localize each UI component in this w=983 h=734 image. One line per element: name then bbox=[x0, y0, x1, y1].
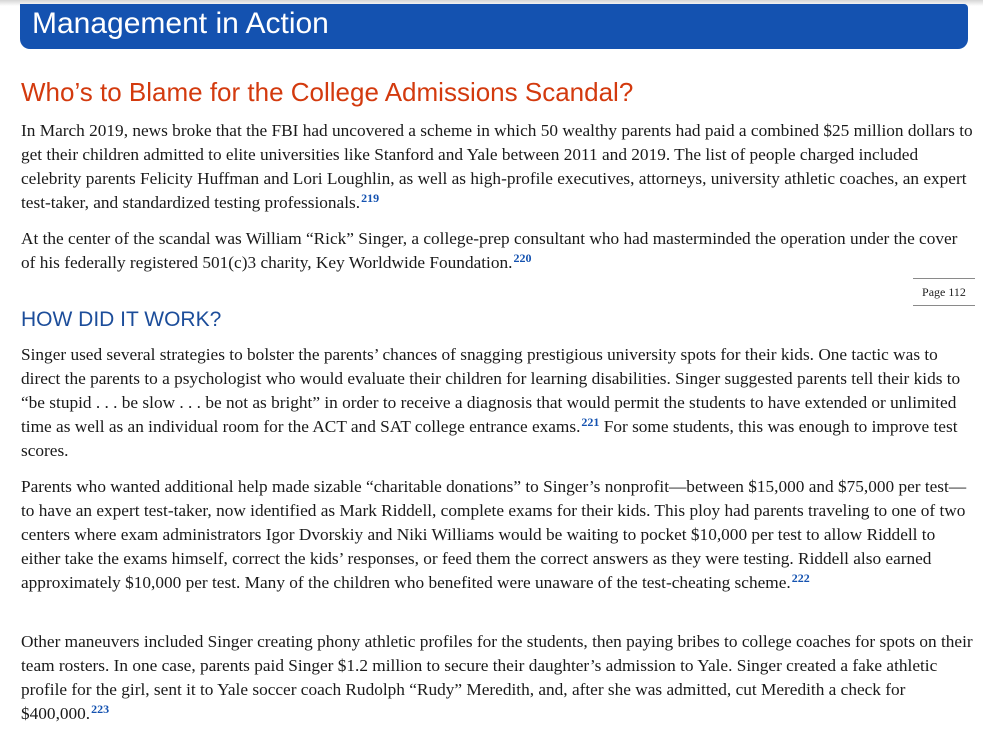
paragraph-strategies bbox=[21, 343, 973, 463]
paragraph-text: Parents who wanted additional help made sizable “charitable donations” to Singer’s nonprofit—between $15,000 and $75,000 per test—to have an expert test-taker, now identified as Mark Riddell, complete exams for their kids. This ploy had parents traveling to one of two centers where exam administrators Igor Dvorskiy and Niki Williams would be waiting to pocket $10,000 per test to allow Riddell to either take the exams himself, correct the kids’ responses, or feed them the correct answers as they were testing. Riddell also earned approximately $10,000 per test. Many of the children who benefited were unaware of the test-cheating scheme. bbox=[21, 477, 967, 592]
paragraph-singer bbox=[21, 227, 973, 275]
paragraph-text: In March 2019, news broke that the FBI had uncovered a scheme in which 50 wealthy parents had paid a combined $25 million dollars to get their children admitted to elite universities like Stanford and Yale between 2011 and 2019. The list of people charged included celebrity parents Felicity Huffman and Lori Loughlin, as well as high-profile executives, attorneys, university athletic coaches, an expert test-taker, and standardized testing professionals. bbox=[21, 121, 973, 212]
footnote-link-219[interactable]: 219 bbox=[361, 191, 380, 205]
footnote-link-221[interactable]: 221 bbox=[581, 415, 600, 429]
paragraph-intro bbox=[21, 119, 973, 215]
banner-title: Management in Action bbox=[32, 7, 329, 40]
footnote-link-223[interactable]: 223 bbox=[91, 702, 110, 716]
section-heading: HOW DID IT WORK? bbox=[21, 308, 222, 331]
paragraph-test-taker bbox=[21, 475, 973, 595]
paragraph-text: Singer used several strategies to bolster the parents’ chances of snagging prestigious university spots for their kids. One tactic was to direct the parents to a psychologist who would evaluate their children for learning disabilities. Singer suggested parents tell their kids to “be stupid . . . be slow . . . be not as bright” in order to receive a diagnosis that would permit the students to have extended or unlimited time as well as an individual room for the ACT and SAT college entrance exams. bbox=[21, 345, 961, 436]
feature-banner bbox=[20, 4, 968, 49]
paragraph-text: Other maneuvers included Singer creating phony athletic profiles for the students, then paying bribes to college coaches for spots on their team rosters. In one case, parents paid Singer $1.2 million to secure their daughter’s admission to Yale. Singer created a fake athletic profile for the girl, sent it to Yale soccer coach Rudolph “Rudy” Meredith, and, after she was admitted, cut Meredith a check for $400,000. bbox=[21, 632, 973, 723]
footnote-link-220[interactable]: 220 bbox=[513, 251, 532, 265]
paragraph-text-continued: For some students, this was enough to improve test scores. bbox=[21, 417, 958, 460]
page-marker: Page 112 bbox=[913, 278, 975, 306]
paragraph-text: At the center of the scandal was William “Rick” Singer, a college-prep consultant who had masterminded the operation under the cover of his federally registered 501(c)3 charity, Key Worldwide Foundation. bbox=[21, 229, 958, 272]
footnote-link-222[interactable]: 222 bbox=[791, 571, 810, 585]
article-title: Who’s to Blame for the College Admissions Scandal? bbox=[21, 77, 634, 107]
paragraph-athletic-profiles bbox=[21, 630, 973, 726]
